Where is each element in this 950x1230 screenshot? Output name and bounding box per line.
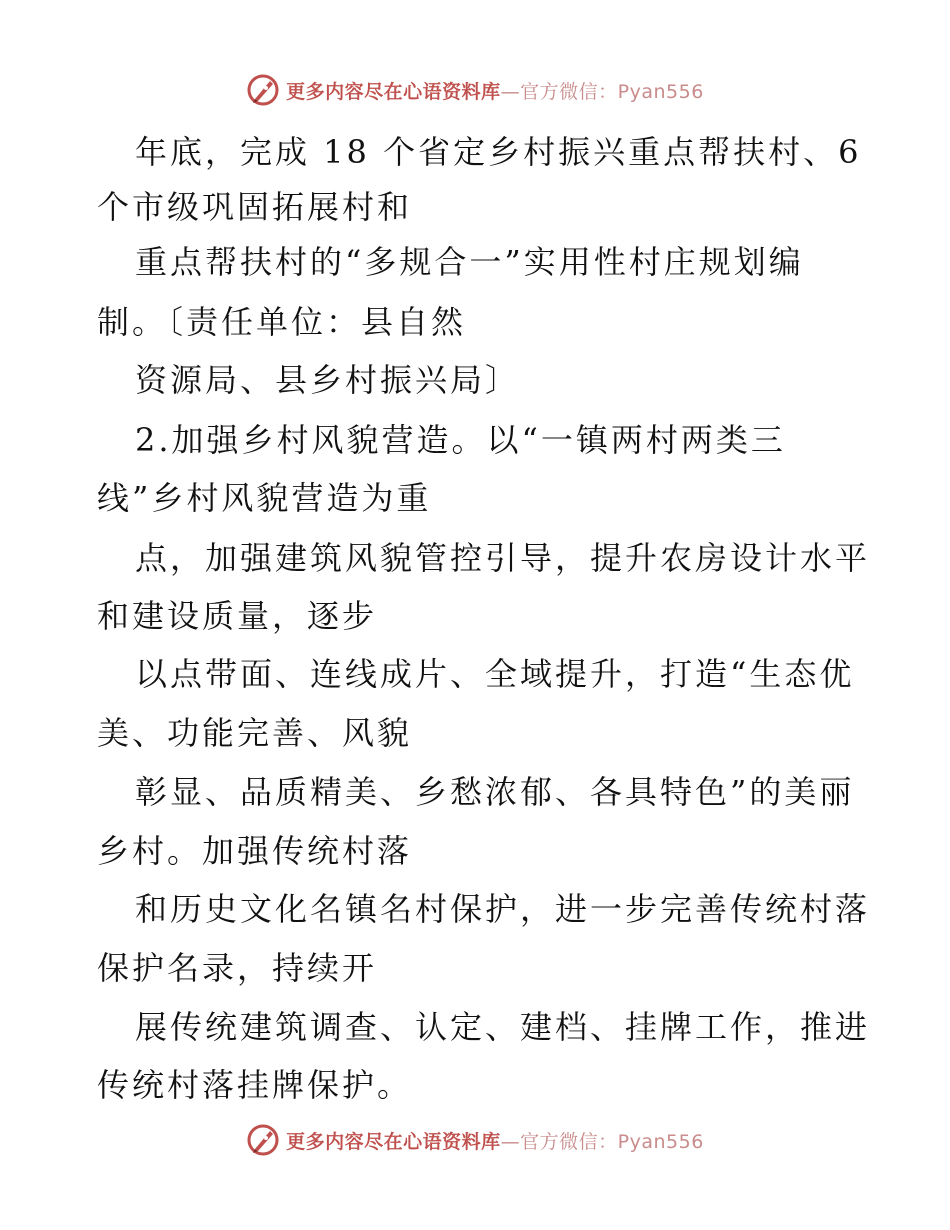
body-line-4: 制。〔责任单位：县自然 [97, 303, 467, 341]
footer-brand: 更多内容尽在心语资料库 [286, 1130, 501, 1153]
header-separator: — [500, 80, 521, 103]
quill-pen-logo-icon [246, 73, 280, 107]
footer-text [286, 1127, 704, 1154]
body-line-17: 传统村落挂牌保护。 [97, 1066, 413, 1104]
body-line-14: 和历史文化名镇名村保护，进一步完善传统村落 [135, 890, 871, 928]
quill-pen-logo-icon [246, 1123, 280, 1157]
body-line-8: 点，加强建筑风貌管控引导，提升农房设计水平 [135, 539, 871, 577]
footer-contact: 官方微信：Pyan556 [520, 1130, 704, 1153]
body-line-10: 以点带面、连线成片、全域提升，打造“生态优 [135, 655, 855, 693]
body-line-7: 线”乡村风貌营造为重 [97, 479, 432, 517]
body-line-11: 美、功能完善、风貌 [97, 714, 413, 752]
header-contact: 官方微信：Pyan556 [520, 80, 704, 103]
body-line-1: 年底，完成 18 个省定乡村振兴重点帮扶村、6 [135, 133, 862, 171]
body-line-9: 和建设质量，逐步 [97, 597, 378, 635]
body-line-12: 彰显、品质精美、乡愁浓郁、各具特色”的美丽 [135, 773, 855, 811]
header-brand: 更多内容尽在心语资料库 [286, 80, 501, 103]
body-line-6: 2.加强乡村风貌营造。以“一镇两村两类三 [135, 421, 786, 459]
body-line-5: 资源局、县乡村振兴局〕 [135, 361, 521, 399]
footer-banner [0, 1120, 950, 1160]
body-line-13: 乡村。加强传统村落 [97, 832, 413, 870]
header-text [286, 77, 704, 104]
header-banner [0, 70, 950, 110]
footer-separator: — [500, 1130, 521, 1153]
body-line-3: 重点帮扶村的“多规合一”实用性村庄规划编 [135, 243, 804, 281]
body-line-16: 展传统建筑调查、认定、建档、挂牌工作，推进 [135, 1008, 871, 1046]
body-line-2: 个市级巩固拓展村和 [97, 188, 413, 226]
body-line-15: 保护名录，持续开 [97, 949, 378, 987]
